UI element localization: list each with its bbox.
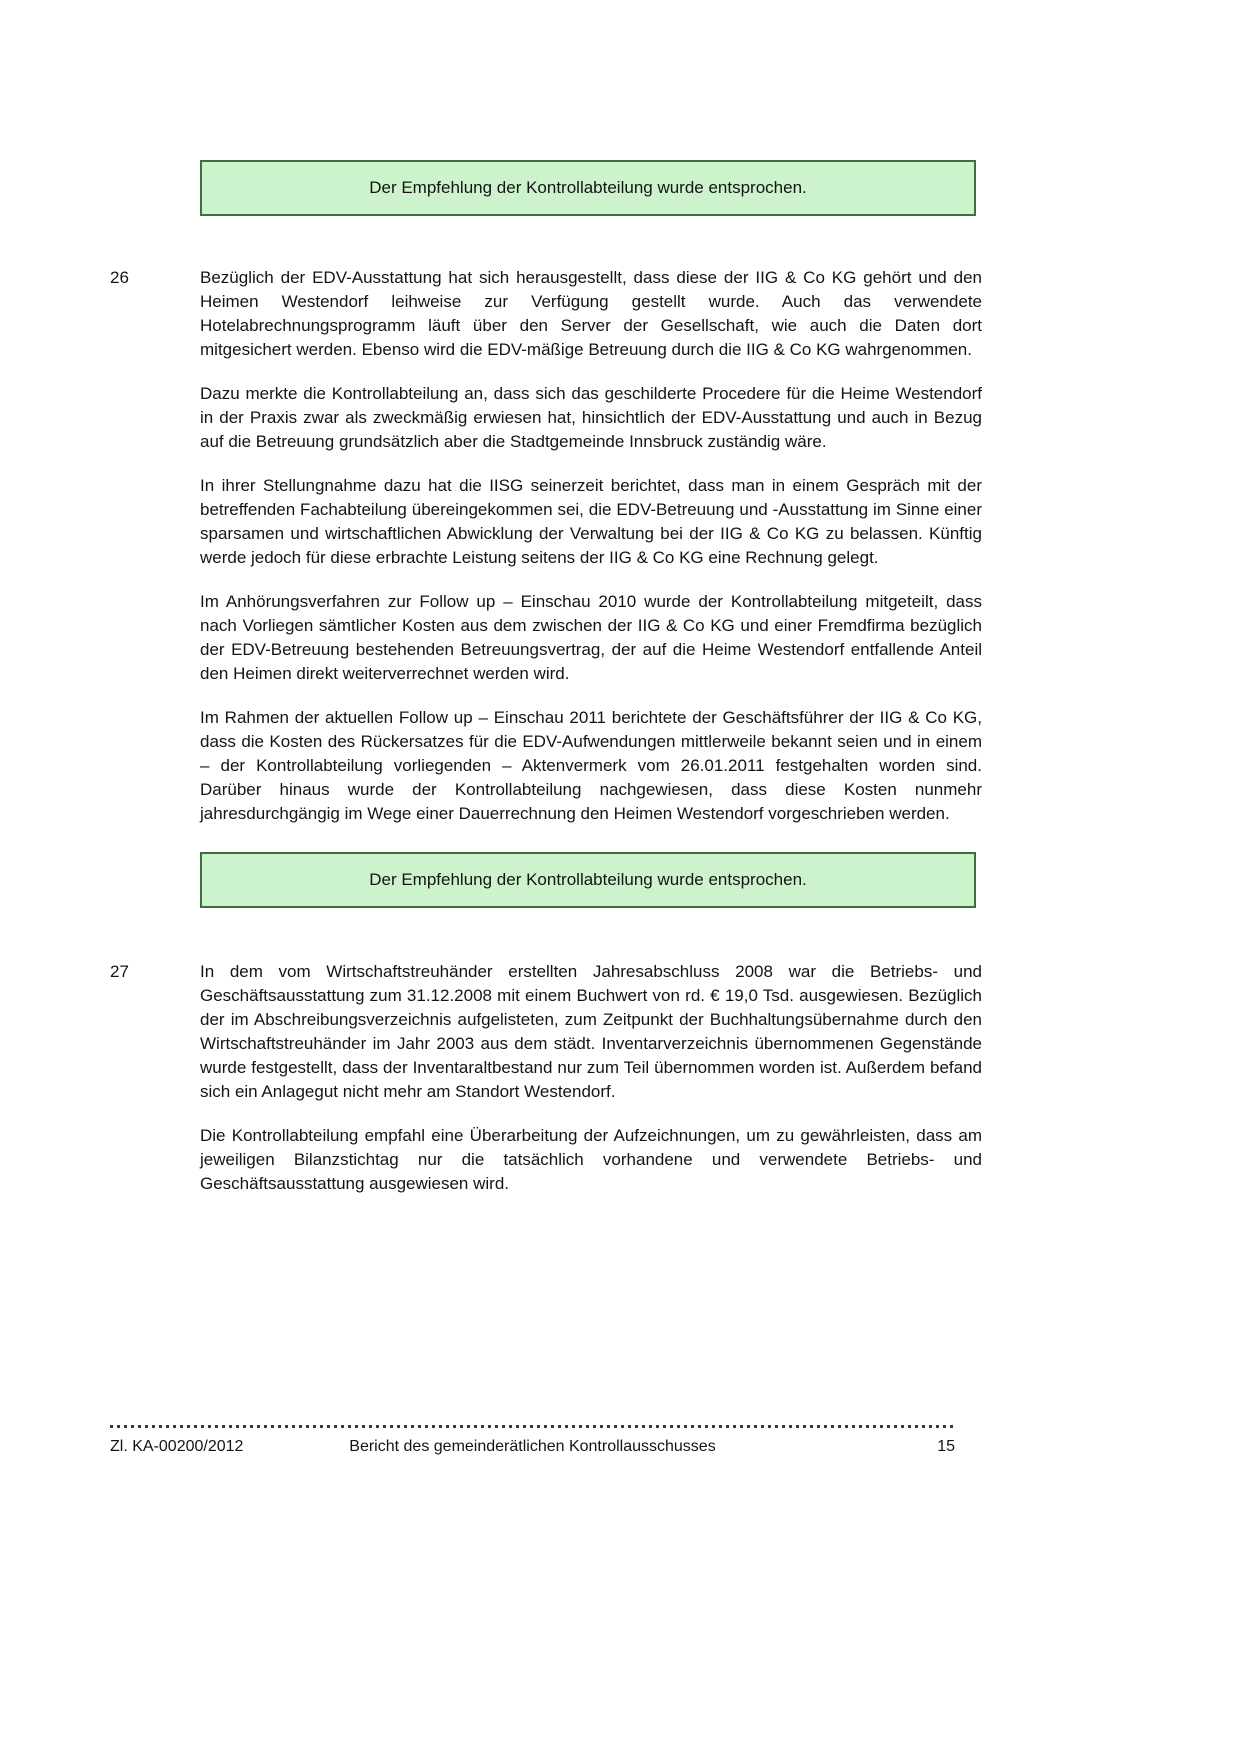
section-27-paragraph-1: In dem vom Wirtschaftstreuhänder erstellten Jahresabschluss 2008 war die Betriebs- und Geschäftsausstattung zum 31.12.2008 mit einem Buchwert von rd. € 19,0 Tsd. ausgewiesen. Bezüglich der im Abschreibungsverzeichnis aufgelisteten, zum Zeitpunkt der Buchhaltungsübernahme durch den Wirtschaftstreuhänder im Jahr 2003 aus dem städt. Inventarverzeichnis übernommenen Gegenstände wurde festgestellt, dass der Inventaraltbestand nur zum Teil übernommen worden ist. Außerdem befand sich ein Anlagegut nicht mehr am Standort Westendorf. [200,962,982,1101]
section-27-paragraph-2: Die Kontrollabteilung empfahl eine Überarbeitung der Aufzeichnungen, um zu gewährleisten, dass am jeweiligen Bilanzstichtag nur die tatsächlich vorhandene und verwendete Betriebs- und Geschäftsausstattung ausgewiesen wird. [200,1126,982,1193]
section-26-paragraph-4: Im Anhörungsverfahren zur Follow up – Einschau 2010 wurde der Kontrollabteilung mitgeteilt, dass nach Vorliegen sämtlicher Kosten aus dem zwischen der IIG & Co KG und einer Fremdfirma bezüglich der EDV-Betreuung bestehenden Betreuungsvertrag, der auf die Heime Westendorf entfallende Anteil den Heimen direkt weiterverrechnet werden wird. [200,592,982,683]
page-footer [110,1425,955,1458]
recommendation-box-2 [200,852,976,908]
section-27-body [200,960,982,1196]
recommendation-box-1 [200,160,976,216]
page-content [110,160,982,1196]
section-26-paragraph-3: In ihrer Stellungnahme dazu hat die IISG seinerzeit berichtet, dass man in einem Gespräch mit der betreffenden Fachabteilung übereingekommen sei, die EDV-Betreuung und -Ausstattung im Sinne einer sparsamen und wirtschaftlichen Abwicklung der Verwaltung bei der IIG & Co KG zu belassen. Künftig werde jedoch für diese erbrachte Leistung seitens der IIG & Co KG eine Rechnung gelegt. [200,476,982,567]
section-26-body [200,266,982,826]
section-26-paragraph-1: Bezüglich der EDV-Ausstattung hat sich herausgestellt, dass diese der IIG & Co KG gehört und den Heimen Westendorf leihweise zur Verfügung gestellt wurde. Auch das verwendete Hotelabrechnungsprogramm läuft über den Server der Gesellschaft, wie auch die Daten dort mitgesichert werden. Ebenso wird die EDV-mäßige Betreuung durch die IIG & Co KG wahrgenommen. [200,268,982,359]
section-27-number: 27 [110,962,129,981]
footer-page-number: 15 [937,1438,955,1455]
footer-reference: Zl. KA-00200/2012 [110,1438,244,1455]
footer-row [110,1436,955,1458]
section-26 [110,266,982,826]
footer-divider [110,1425,955,1428]
recommendation-box-1-text: Der Empfehlung der Kontrollabteilung wurde entsprochen. [369,178,807,197]
section-26-paragraph-2: Dazu merkte die Kontrollabteilung an, dass sich das geschilderte Procedere für die Heime Westendorf in der Praxis zwar als zweckmäßig erwiesen hat, hinsichtlich der EDV-Ausstattung und auch in Bezug auf die Betreuung grundsätzlich aber die Stadtgemeinde Innsbruck zuständig wäre. [200,384,982,451]
section-26-number: 26 [110,268,129,287]
recommendation-box-2-text: Der Empfehlung der Kontrollabteilung wurde entsprochen. [369,870,807,889]
section-26-paragraph-5: Im Rahmen der aktuellen Follow up – Einschau 2011 berichtete der Geschäftsführer der IIG & Co KG, dass die Kosten des Rückersatzes für die EDV-Aufwendungen mittlerweile bekannt seien und in einem – der Kontrollabteilung vorliegenden – Aktenvermerk vom 26.01.2011 festgehalten worden sind. Darüber hinaus wurde der Kontrollabteilung nachgewiesen, dass diese Kosten nunmehr jahresdurchgängig im Wege einer Dauerrechnung den Heimen Westendorf vorgeschrieben werden. [200,708,982,823]
footer-report-title: Bericht des gemeinderätlichen Kontrollausschusses [349,1438,716,1455]
section-27 [110,960,982,1196]
